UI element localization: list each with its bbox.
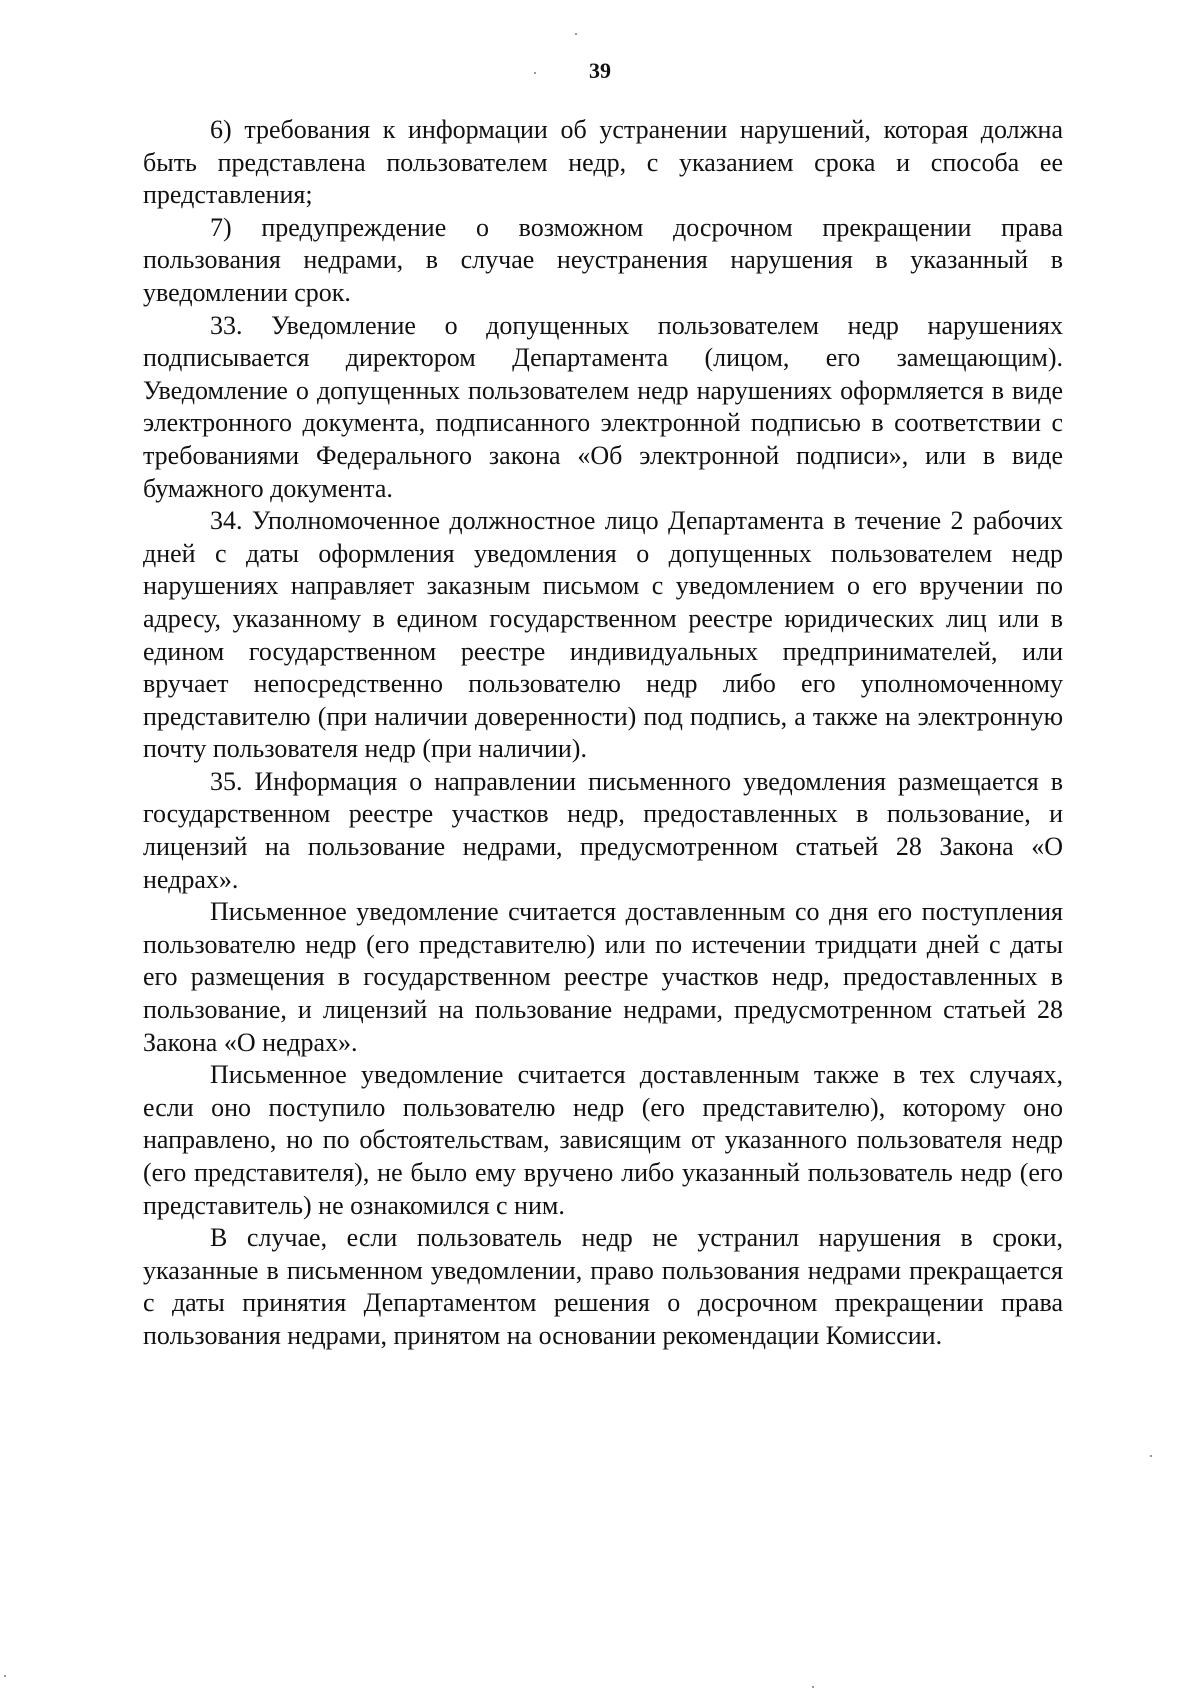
scan-speck bbox=[4, 1675, 6, 1677]
scan-speck bbox=[575, 33, 577, 35]
paragraph-33: 33. Уведомление о допущенных пользователем недр нарушениях подписывается директором Департамента (лицом, его замещающим). Уведомление о допущенных пользователем недр нарушениях оформляется в виде электронного документа, подписанного электронной подписью в соответствии с требованиями Федерального закона «Об электронной подписи», или в виде бумажного документа. bbox=[143, 310, 1063, 503]
paragraph-35: 35. Информация о направлении письменного уведомления размещается в государственном реестре участков недр, предоставленных в пользование, и лицензий на пользование недрами, предусмотренном статьей 28 Закона «О недрах». bbox=[143, 766, 1063, 894]
paragraph-item-7: 7) предупреждение о возможном досрочном прекращении права пользования недрами, в случае неустранения нарушения в указанный в уведомлении срок. bbox=[143, 212, 1063, 307]
scan-speck bbox=[534, 72, 536, 74]
paragraph-34: 34. Уполномоченное должностное лицо Департамента в течение 2 рабочих дней с даты оформления уведомления о допущенных пользователем недр нарушениях направляет заказным письмом с уведомлением о его вручении по адресу, указанному в едином государственном реестре юридических лиц или в едином государственном реестре индивидуальных предпринимателей, или вручает непосредственно пользователю недр либо его уполномоченному представителю (при наличии доверенности) под подпись, а также на электронную почту пользователя недр (при наличии). bbox=[143, 506, 1063, 764]
scan-speck bbox=[1150, 1455, 1152, 1457]
paragraph-item-6: 6) требования к информации об устранении нарушений, которая должна быть представлена пользователем недр, с указанием срока и способа ее представления; bbox=[143, 115, 1063, 210]
paragraph-35-delivery: Письменное уведомление считается доставленным со дня его поступления пользователю недр (его представителю) или по истечении тридцати дней с даты его размещения в государственном реестре участков недр, предоставленных в пользование, и лицензий на пользование недрами, предусмотренном статьей 28 Закона «О недрах». bbox=[143, 897, 1063, 1057]
document-body bbox=[143, 114, 1063, 1353]
page-number: 39 bbox=[589, 58, 611, 83]
scan-speck bbox=[812, 1686, 814, 1688]
paragraph-35-termination: В случае, если пользователь недр не устранил нарушения в сроки, указанные в письменном уведомлении, право пользования недрами прекращается с даты принятия Департаментом решения о досрочном прекращении права пользования недрами, принятом на основании рекомендации Комиссии. bbox=[143, 1223, 1063, 1350]
paragraph-35-delivery-cases: Письменное уведомление считается доставленным также в тех случаях, если оно поступило пользователю недр (его представителю), которому оно направлено, но по обстоятельствам, зависящим от указанного пользователя недр (его представителя), не было ему вручено либо указанный пользователь недр (его представитель) не ознакомился с ним. bbox=[143, 1060, 1063, 1220]
